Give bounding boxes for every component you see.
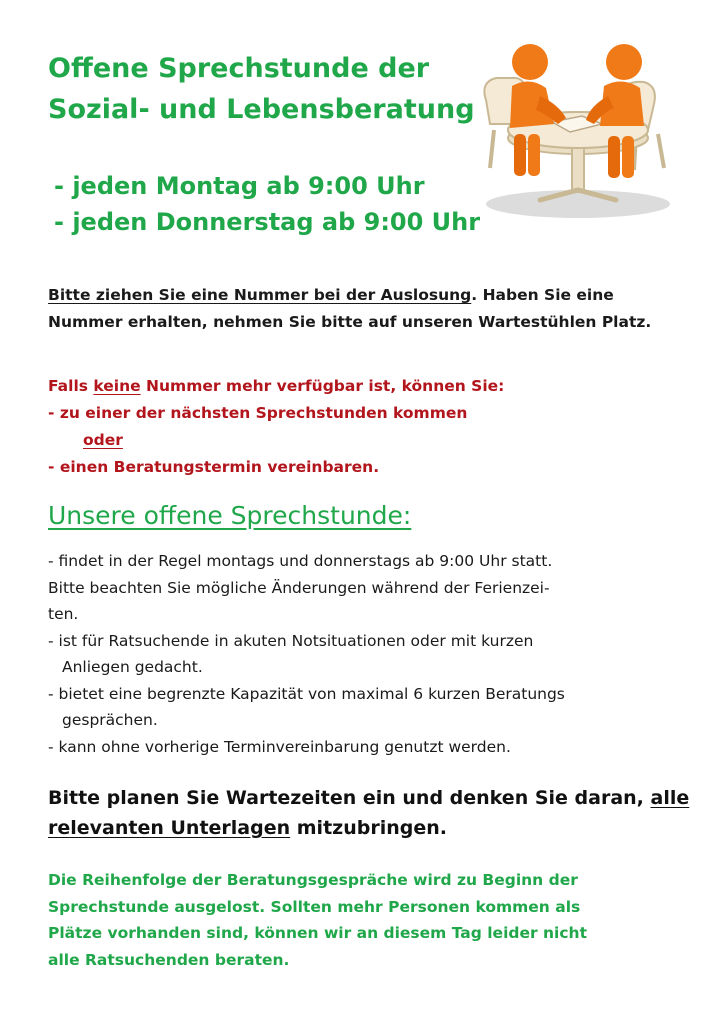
details-line: ten.: [48, 605, 79, 623]
notice-option-1: - zu einer der nächsten Sprechstunden kommen: [48, 404, 468, 422]
reminder-underlined: alle relevanten Unterlagen: [48, 787, 690, 839]
schedule-monday: - jeden Montag ab 9:00 Uhr: [54, 172, 425, 200]
notice-option-2: - einen Beratungstermin vereinbaren.: [48, 458, 380, 476]
section-heading: Unsere offene Sprechstunde:: [48, 501, 412, 530]
reminder-paragraph: [48, 783, 698, 843]
closing-line: Die Reihenfolge der Beratungsgespräche wird zu Beginn der: [48, 871, 578, 889]
title-line-1: Offene Sprechstunde der: [48, 53, 430, 84]
page-title: [48, 48, 475, 130]
notice-suffix: Nummer mehr verfügbar ist, können Sie:: [140, 377, 505, 395]
notice-line: [48, 373, 688, 400]
closing-line: alle Ratsuchenden beraten.: [48, 950, 290, 969]
notice-prefix: Falls: [48, 377, 94, 395]
details-line: Bitte beachten Sie mögliche Änderungen während der Ferienzei-: [48, 578, 550, 597]
intro-underlined: Bitte ziehen Sie eine Nummer bei der Auslosung: [48, 286, 472, 304]
details-line: - bietet eine begrenzte Kapazität von maximal 6 kurzen Beratungs: [48, 684, 565, 703]
intro-rest: . Haben Sie eine Nummer erhalten, nehmen Sie bitte auf unseren Wartestühlen Platz.: [48, 286, 652, 331]
details-line: - ist für Ratsuchende in akuten Notsituationen oder mit kurzen: [48, 631, 534, 650]
intro-paragraph: [48, 282, 688, 336]
details-line: - findet in der Regel montags und donnerstags ab 9:00 Uhr statt.: [48, 552, 553, 570]
reminder-text: Bitte planen Sie Wartezeiten ein und denken Sie daran,: [48, 787, 651, 809]
notice-keyword: keine: [93, 377, 141, 395]
details-list: [48, 548, 678, 760]
schedule-thursday: - jeden Donnerstag ab 9:00 Uhr: [54, 208, 481, 236]
closing-line: Plätze vorhanden sind, können wir an diesem Tag leider nicht: [48, 924, 588, 942]
two-people-consultation-icon: [468, 38, 684, 224]
details-line: Anliegen gedacht.: [62, 658, 203, 676]
details-line: - kann ohne vorherige Terminvereinbarung genutzt werden.: [48, 737, 511, 756]
closing-paragraph: [48, 867, 688, 973]
notice-block: [48, 373, 688, 481]
reminder-suffix: mitzubringen.: [290, 817, 447, 839]
notice-or: oder: [83, 431, 123, 449]
schedule-list: [54, 168, 480, 240]
details-line: gesprächen.: [62, 711, 158, 729]
closing-line: Sprechstunde ausgelost. Sollten mehr Personen kommen als: [48, 897, 581, 916]
title-line-2: Sozial- und Lebensberatung: [48, 94, 475, 125]
